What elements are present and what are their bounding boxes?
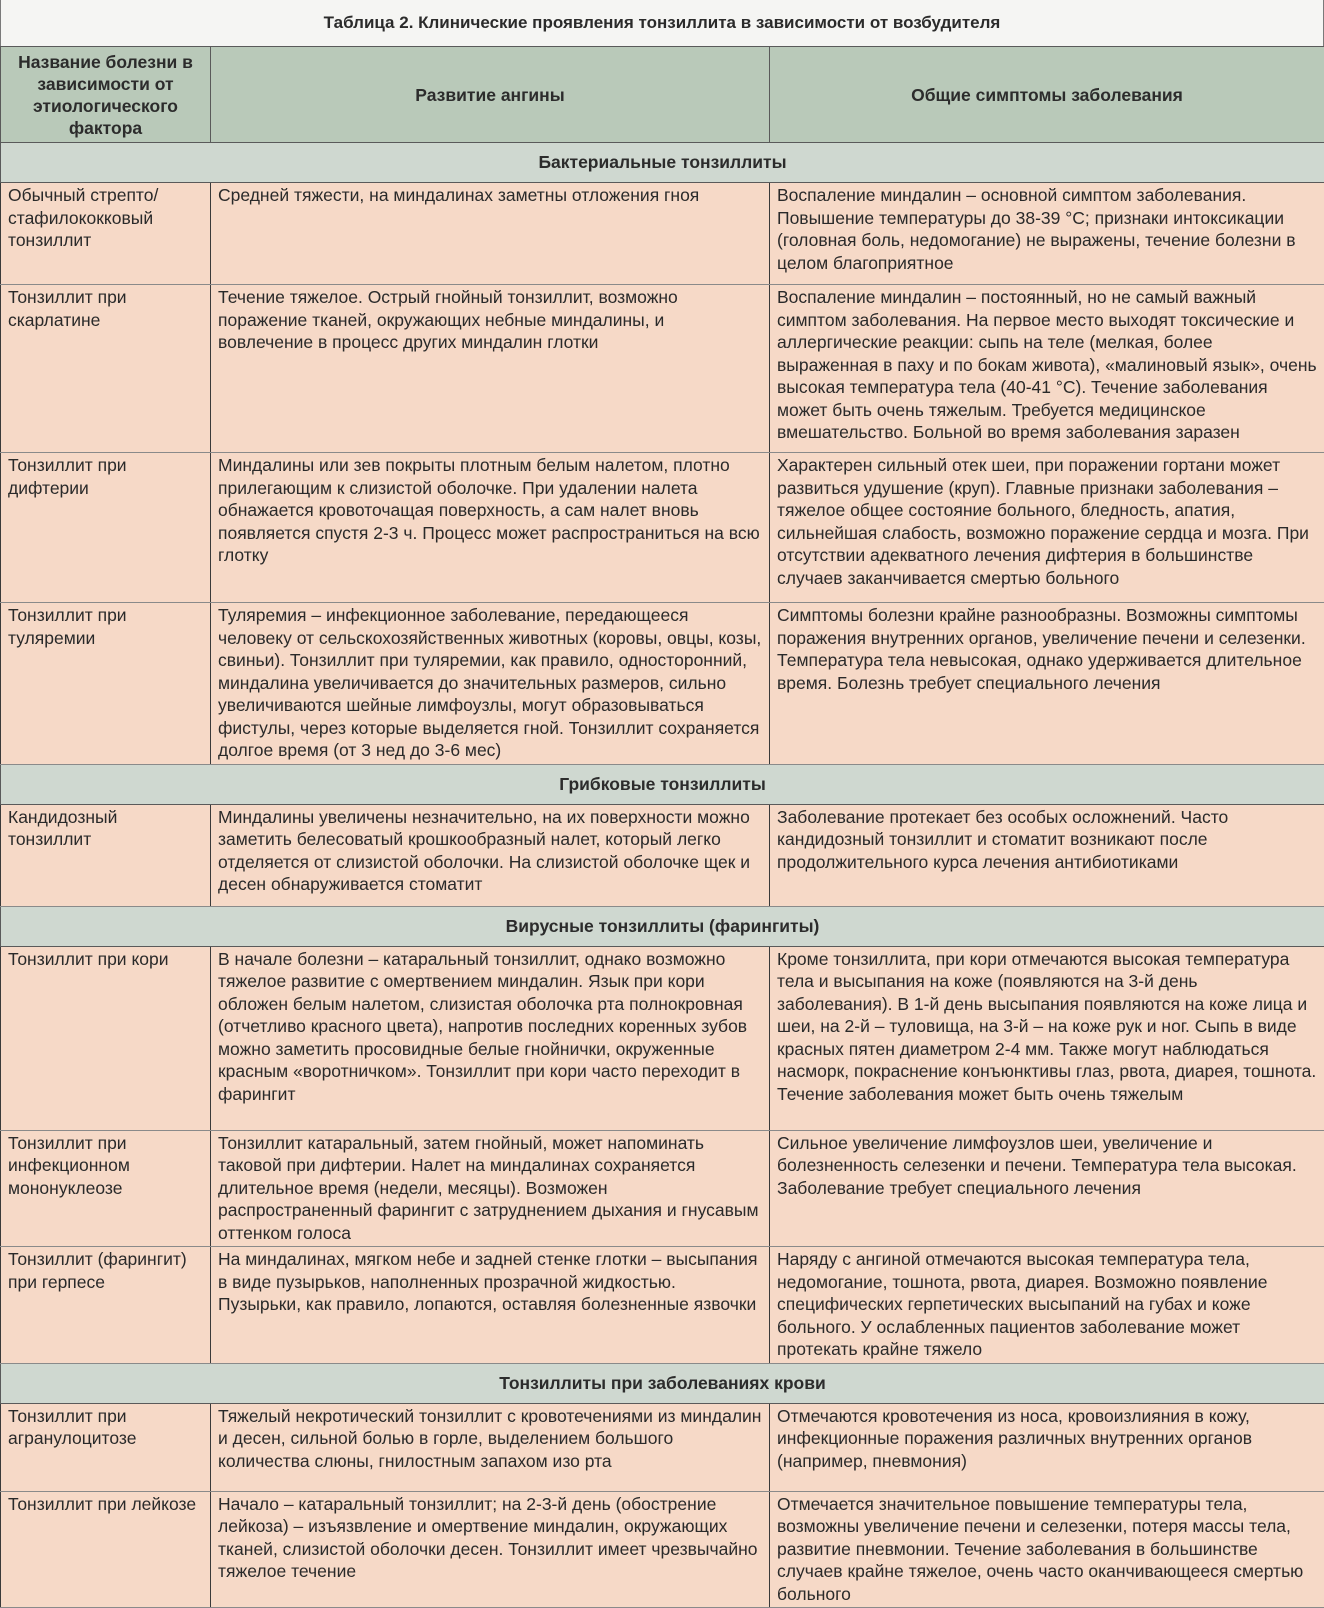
symptoms-cell: Воспаление миндалин – постоянный, но не самый важный симптом заболевания. На первое место выходят токсические и аллергические реакции: сыпь на теле (мелкая, более выраженная в паху и по бокам живота), «малиновый язык», очень высокая температура тела (40-41 °С). Течение заболевания может быть очень тяжелым. Требуется медицинское вмешательство. Больной во время заболевания заразен bbox=[770, 285, 1324, 453]
table-row bbox=[1, 804, 1324, 906]
disease-name-cell: Тонзиллит при инфекционном мононуклеозе bbox=[1, 1130, 211, 1247]
table-row bbox=[1, 183, 1324, 285]
disease-name-cell: Обычный стрепто/стафилококковый тонзиллит bbox=[1, 183, 211, 285]
section-title: Бактериальные тонзиллиты bbox=[1, 143, 1324, 183]
table-row bbox=[1, 1491, 1324, 1608]
table-row bbox=[1, 1403, 1324, 1491]
symptoms-cell: Характерен сильный отек шеи, при поражении гортани может развиться удушение (круп). Главные признаки заболевания – тяжелое общее состояние больного, бледность, апатия, сильнейшая слабость, возможно поражение сердца и мозга. При отсутствии адекватного лечения дифтерия в большинстве случаев заканчивается смертью больного bbox=[770, 453, 1324, 603]
table-row bbox=[1, 453, 1324, 603]
symptoms-cell: Отмечается значительное повышение температуры тела, возможны увеличение печени и селезенки, потеря массы тела, развитие пневмонии. Течение заболевания в большинстве случаев крайне тяжелое, очень часто оканчивающееся смертью больного bbox=[770, 1491, 1324, 1608]
section-title: Вирусные тонзиллиты (фарингиты) bbox=[1, 906, 1324, 946]
disease-name-cell: Тонзиллит при агранулоцитозе bbox=[1, 1403, 211, 1491]
section-title: Тонзиллиты при заболеваниях крови bbox=[1, 1363, 1324, 1403]
development-cell: Начало – катаральный тонзиллит; на 2-3-й день (обострение лейкоза) – изъязвление и омертвение миндалин, окружающих тканей, слизистой оболочки десен. Тонзиллит имеет чрезвычайно тяжелое течение bbox=[211, 1491, 770, 1608]
table-row bbox=[1, 1247, 1324, 1364]
development-cell: На миндалинах, мягком небе и задней стенке глотки – высыпания в виде пузырьков, наполненных прозрачной жидкостью. Пузырьки, как правило, лопаются, оставляя болезненные язвочки bbox=[211, 1247, 770, 1364]
disease-name-cell: Тонзиллит при туляремии bbox=[1, 603, 211, 765]
disease-name-cell: Тонзиллит при кори bbox=[1, 946, 211, 1130]
disease-name-cell: Кандидозный тонзиллит bbox=[1, 804, 211, 906]
development-cell: Миндалины увеличены незначительно, на их поверхности можно заметить белесоватый крошкообразный налет, который легко отделяется от слизистой оболочки. На слизистой оболочке щек и десен обнаруживается стоматит bbox=[211, 804, 770, 906]
symptoms-cell: Сильное увеличение лимфоузлов шеи, увеличение и болезненность селезенки и печени. Температура тела высокая. Заболевание требует специального лечения bbox=[770, 1130, 1324, 1247]
header-general-symptoms: Общие симптомы заболевания bbox=[770, 47, 1324, 143]
section-row bbox=[1, 143, 1324, 183]
symptoms-cell: Воспаление миндалин – основной симптом заболевания. Повышение температуры до 38-39 °С; признаки интоксикации (головная боль, недомогание) не выражены, течение болезни в целом благоприятное bbox=[770, 183, 1324, 285]
symptoms-cell: Заболевание протекает без особых осложнений. Часто кандидозный тонзиллит и стоматит возникают после продолжительного курса лечения антибиотиками bbox=[770, 804, 1324, 906]
symptoms-cell: Симптомы болезни крайне разнообразны. Возможны симптомы поражения внутренних органов, увеличение печени и селезенки. Температура тела невысокая, однако удерживается длительное время. Болезнь требует специального лечения bbox=[770, 603, 1324, 765]
development-cell: Течение тяжелое. Острый гнойный тонзиллит, возможно поражение тканей, окружающих небные миндалины, и вовлечение в процесс других миндалин глотки bbox=[211, 285, 770, 453]
table-row bbox=[1, 603, 1324, 765]
table-row bbox=[1, 285, 1324, 453]
development-cell: Тяжелый некротический тонзиллит с кровотечениями из миндалин и десен, сильной болью в горле, выделением большого количества слюны, гнилостным запахом изо рта bbox=[211, 1403, 770, 1491]
symptoms-cell: Наряду с ангиной отмечаются высокая температура тела, недомогание, тошнота, рвота, диарея. Возможно появление специфических герпетических высыпаний на губах и коже больного. У ослабленных пациентов заболевание может протекать крайне тяжело bbox=[770, 1247, 1324, 1364]
table-row bbox=[1, 1130, 1324, 1247]
table-caption: Таблица 2. Клинические проявления тонзиллита в зависимости от возбудителя bbox=[0, 0, 1324, 46]
development-cell: Средней тяжести, на миндалинах заметны отложения гноя bbox=[211, 183, 770, 285]
section-row bbox=[1, 1363, 1324, 1403]
development-cell: Миндалины или зев покрыты плотным белым налетом, плотно прилегающим к слизистой оболочке. При удалении налета обнажается кровоточащая поверхность, а сам налет вновь появляется спустя 2-3 ч. Процесс может распространиться на всю глотку bbox=[211, 453, 770, 603]
disease-name-cell: Тонзиллит (фарингит) при герпесе bbox=[1, 1247, 211, 1364]
development-cell: Тонзиллит катаральный, затем гнойный, может напоминать таковой при дифтерии. Налет на миндалинах сохраняется длительное время (недели, месяцы). Возможен распространенный фарингит с затруднением дыхания и гнусавым оттенком голоса bbox=[211, 1130, 770, 1247]
development-cell: В начале болезни – катаральный тонзиллит, однако возможно тяжелое развитие с омертвением миндалин. Язык при кори обложен белым налетом, слизистая оболочка рта полнокровная (отчетливо красного цвета), напротив последних коренных зубов можно заметить просовидные белые гнойнички, окруженные красным «воротничком». Тонзиллит при кори часто переходит в фарингит bbox=[211, 946, 770, 1130]
header-row bbox=[1, 47, 1324, 143]
header-angina-development: Развитие ангины bbox=[211, 47, 770, 143]
section-row bbox=[1, 764, 1324, 804]
section-row bbox=[1, 906, 1324, 946]
header-disease-name: Название болезни в зависимости от этиологического фактора bbox=[1, 47, 211, 143]
symptoms-table bbox=[0, 46, 1324, 1608]
symptoms-cell: Кроме тонзиллита, при кори отмечаются высокая температура тела и высыпания на коже (появляются на 3-й день заболевания). В 1-й день высыпания появляются на коже лица и шеи, на 2-й – туловища, на 3-й – на коже рук и ног. Сыпь в виде красных пятен диаметром 2-4 мм. Также могут наблюдаться насморк, покраснение конъюнктивы глаз, рвота, диарея, тошнота. Течение заболевания может быть очень тяжелым bbox=[770, 946, 1324, 1130]
development-cell: Туляремия – инфекционное заболевание, передающееся человеку от сельскохозяйственных животных (коровы, овцы, козы, свиньи). Тонзиллит при туляремии, как правило, односторонний, миндалина увеличивается до значительных размеров, сильно увеличиваются шейные лимфоузлы, могут образовываться фистулы, через которые выделяется гной. Тонзиллит сохраняется долгое время (от 3 нед до 3-6 мес) bbox=[211, 603, 770, 765]
disease-name-cell: Тонзиллит при лейкозе bbox=[1, 1491, 211, 1608]
disease-name-cell: Тонзиллит при скарлатине bbox=[1, 285, 211, 453]
section-title: Грибковые тонзиллиты bbox=[1, 764, 1324, 804]
symptoms-cell: Отмечаются кровотечения из носа, кровоизлияния в кожу, инфекционные поражения различных внутренних органов (например, пневмония) bbox=[770, 1403, 1324, 1491]
disease-name-cell: Тонзиллит при дифтерии bbox=[1, 453, 211, 603]
table-row bbox=[1, 946, 1324, 1130]
